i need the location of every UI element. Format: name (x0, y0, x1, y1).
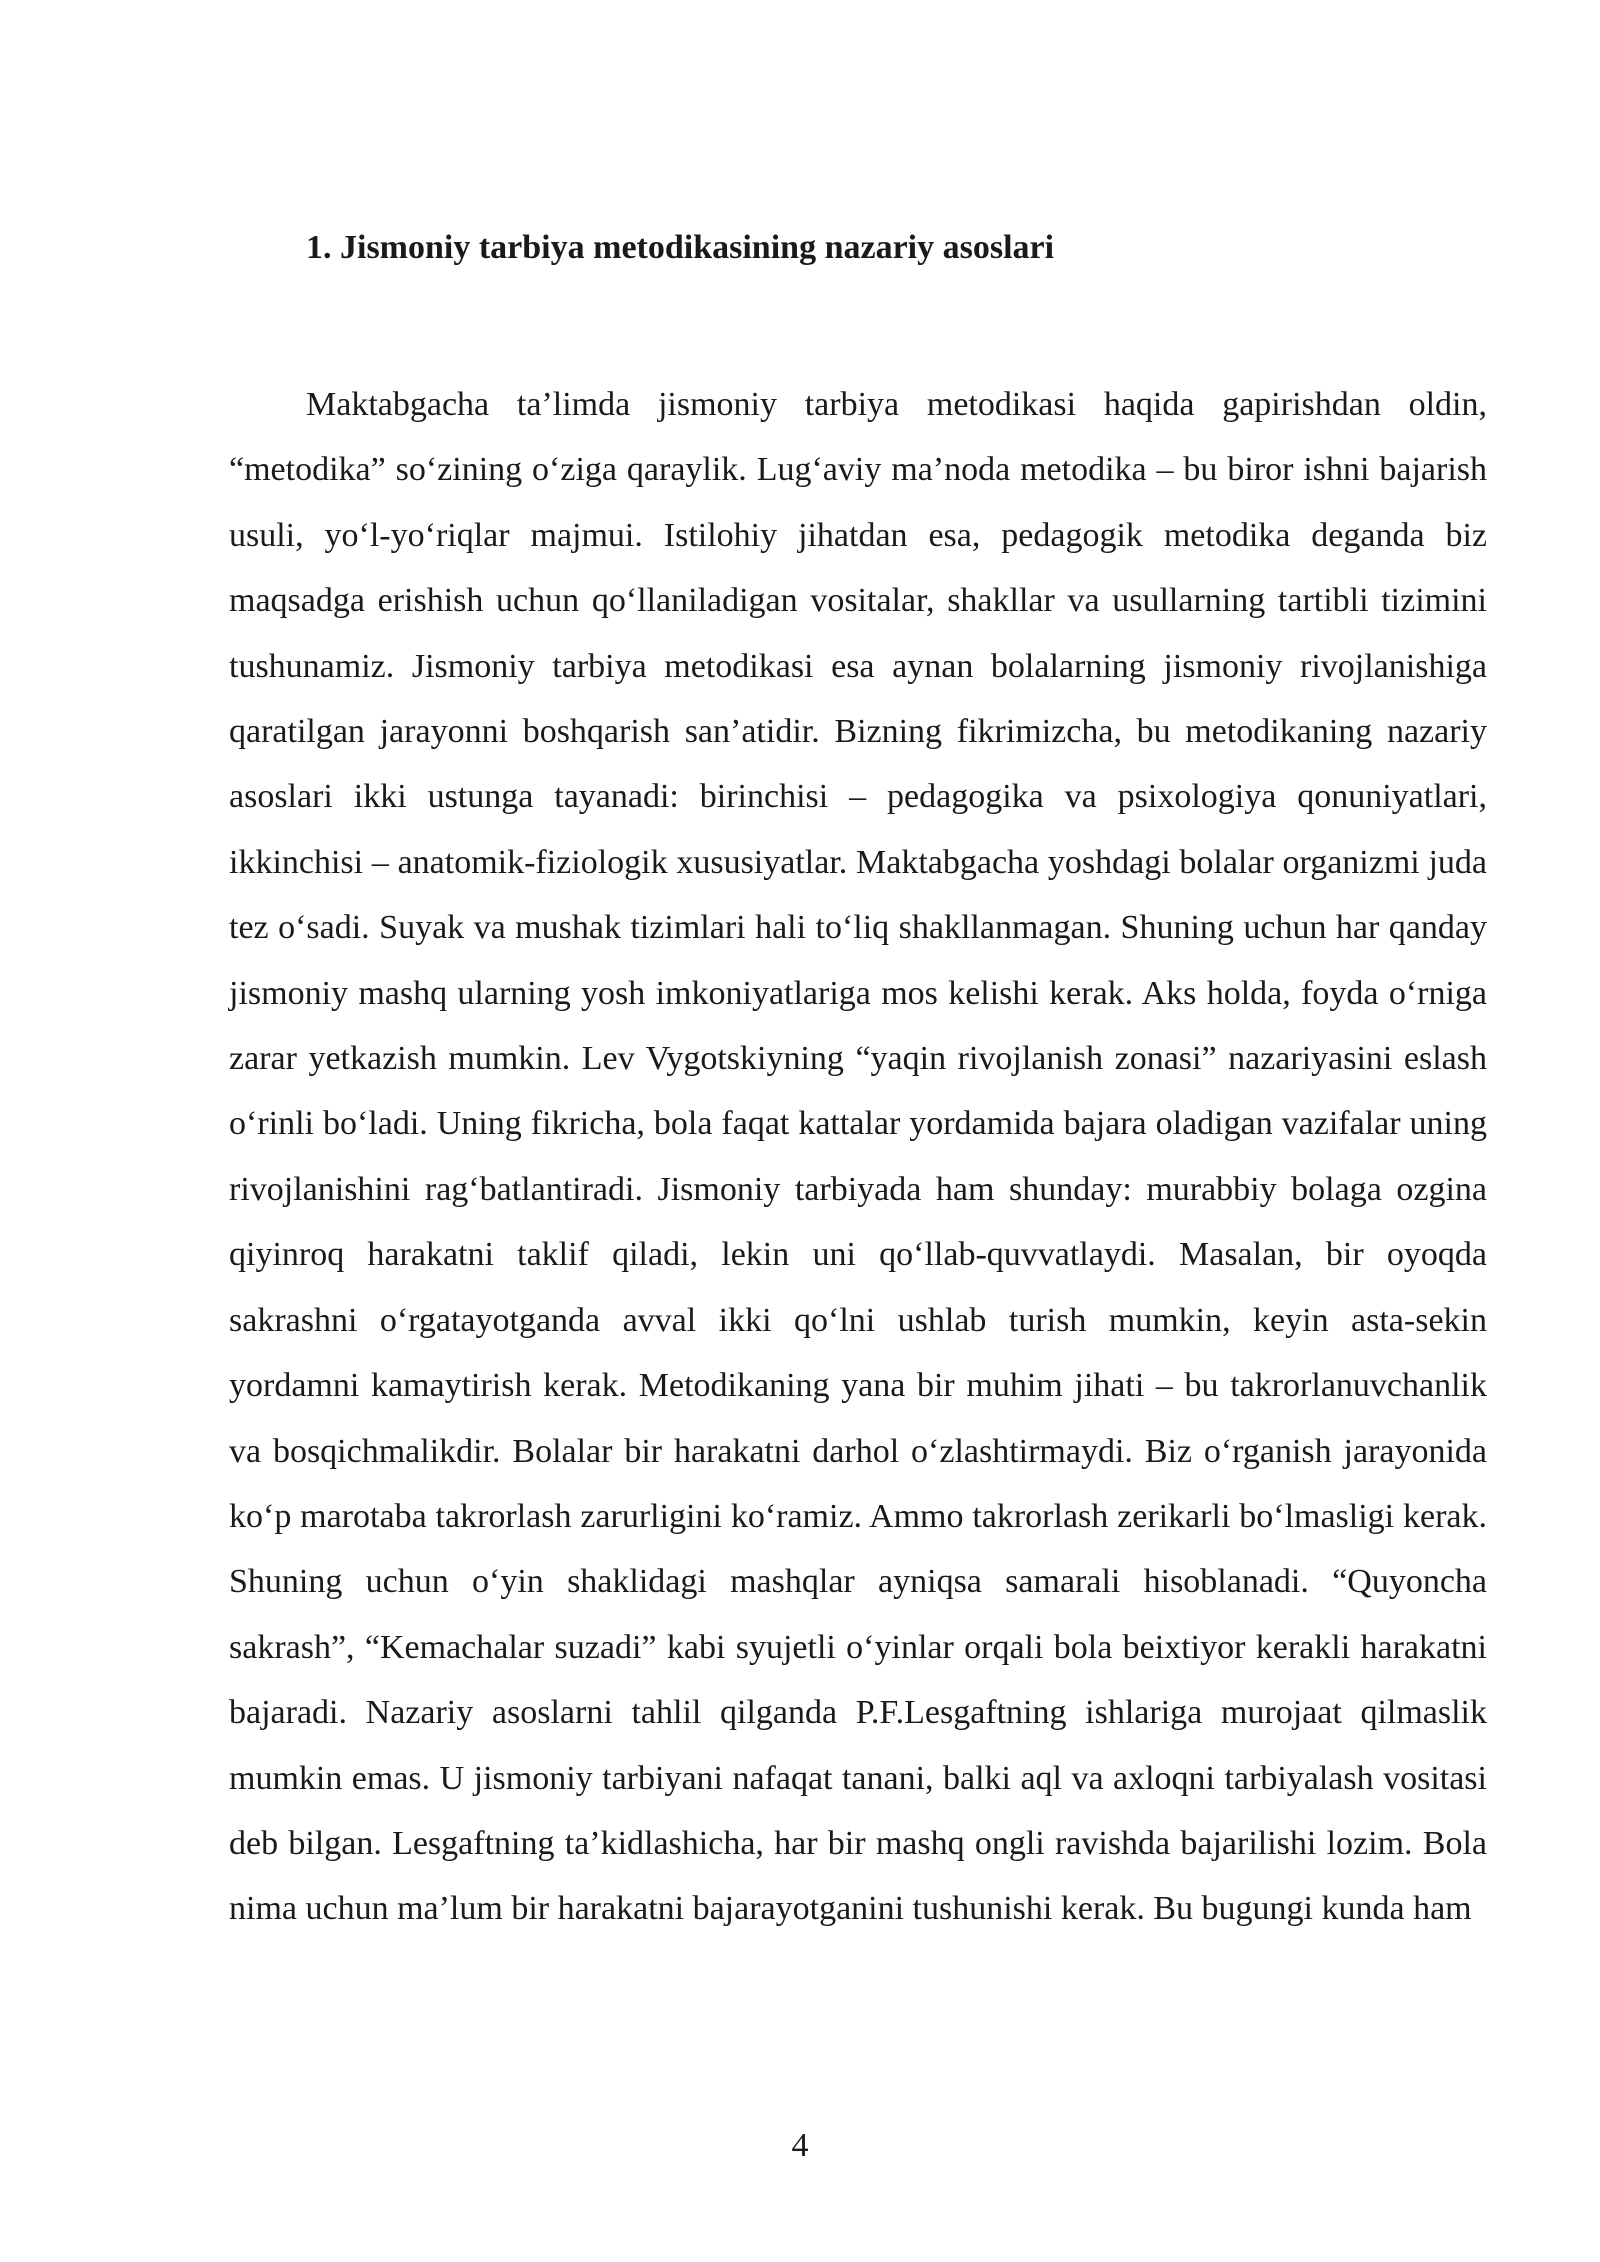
section-heading: 1. Jismoniy tarbiya metodikasining nazariy asoslari (306, 229, 1055, 266)
body-paragraph: Maktabgacha ta’limda jismoniy tarbiya metodikasi haqida gapirishdan oldin, “metodika” so‘zining o‘ziga qaraylik. Lug‘aviy ma’noda metodika – bu biror ishni bajarish usuli, yo‘l-yo‘riqlar majmui. Istilohiy jihatdan esa, pedagogik metodika deganda biz maqsadga erishish uchun qo‘llaniladigan vositalar, shakllar va usullarning tartibli tizimini tushunamiz. Jismoniy tarbiya metodikasi esa aynan bolalarning jismoniy rivojlanishiga qaratilgan jarayonni boshqarish san’atidir. Bizning fikrimizcha, bu metodikaning nazariy asoslari ikki ustunga tayanadi: birinchisi – pedagogika va psixologiya qonuniyatlari, ikkinchisi – anatomik-fiziologik xususiyatlar. Maktabgacha yoshdagi bolalar organizmi juda tez o‘sadi. Suyak va mushak tizimlari hali to‘liq shakllanmagan. Shuning uchun har qanday jismoniy mashq ularning yosh imkoniyatlariga mos kelishi kerak. Aks holda, foyda o‘rniga zarar yetkazish mumkin. Lev Vygotskiyning “yaqin rivojlanish zonasi” nazariyasini eslash o‘rinli bo‘ladi. Uning fikricha, bola faqat kattalar yordamida bajara oladigan vazifalar uning rivojlanishini rag‘batlantiradi. Jismoniy tarbiyada ham shunday: murabbiy bolaga ozgina qiyinroq harakatni taklif qiladi, lekin uni qo‘llab-quvvatlaydi. Masalan, bir oyoqda sakrashni o‘rgatayotganda avval ikki qo‘lni ushlab turish mumkin, keyin asta-sekin yordamni kamaytirish kerak. Metodikaning yana bir muhim jihati – bu takrorlanuvchanlik va bosqichmalikdir. Bolalar bir harakatni darhol o‘zlashtirmaydi. Biz o‘rganish jarayonida ko‘p marotaba takrorlash zarurligini ko‘ramiz. Ammo takrorlash zerikarli bo‘lmasligi kerak. Shuning uchun o‘yin shaklidagi mashqlar ayniqsa samarali hisoblanadi. “Quyoncha sakrash”, “Kemachalar suzadi” kabi syujetli o‘yinlar orqali bola beixtiyor kerakli harakatni bajaradi. Nazariy asoslarni tahlil qilganda P.F.Lesgaftning ishlariga murojaat qilmaslik mumkin emas. U jismoniy tarbiyani nafaqat tanani, balki aql va axloqni tarbiyalash vositasi deb bilgan. Lesgaftning ta’kidlashicha, har bir mashq ongli ravishda bajarilishi lozim. Bola nima uchun ma’lum bir harakatni bajarayotganini tushunishi kerak. Bu bugungi kunda ham (229, 386, 1487, 1928)
page-number: 4 (791, 2127, 809, 2164)
